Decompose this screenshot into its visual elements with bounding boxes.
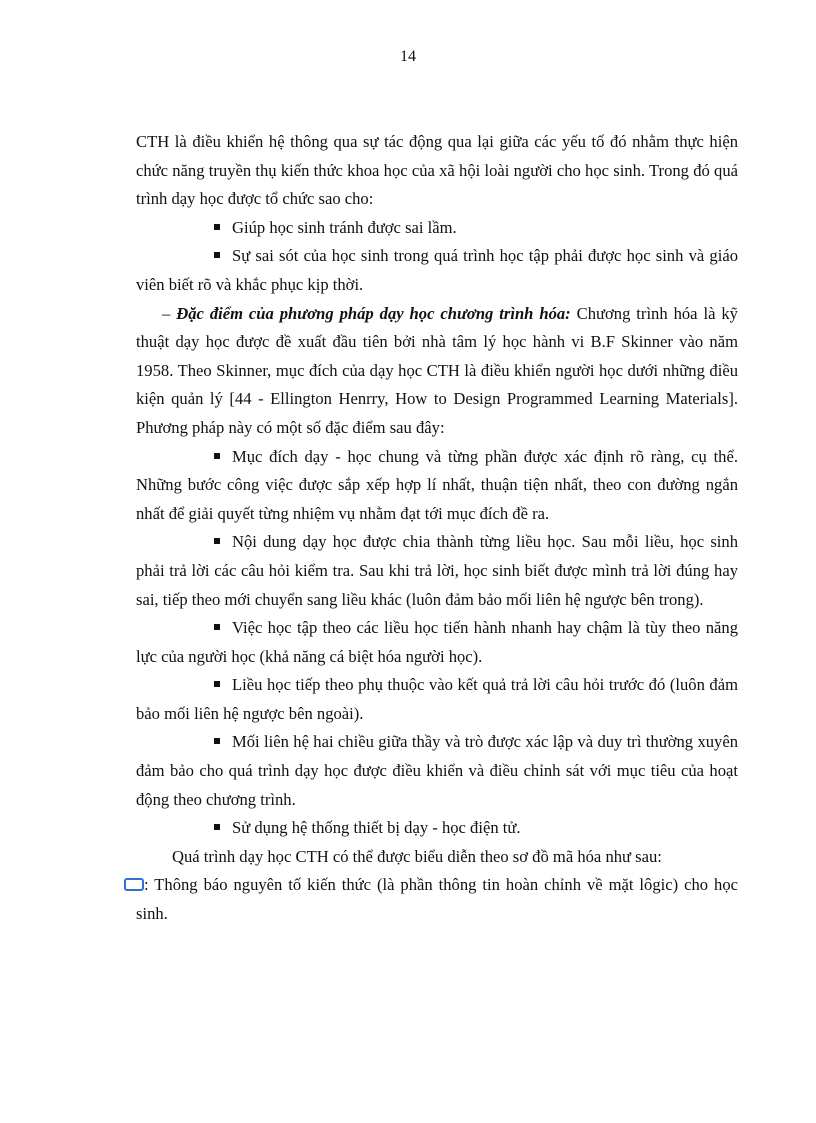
bullet-item (136, 214, 738, 243)
square-bullet-icon (214, 681, 220, 687)
document-body (136, 128, 738, 929)
square-bullet-icon (214, 224, 220, 230)
square-bullet-icon (214, 453, 220, 459)
bullet-text: Giúp học sinh tránh được sai lầm. (232, 217, 457, 237)
square-bullet-icon (214, 824, 220, 830)
square-bullet-icon (214, 624, 220, 630)
bullet-item (136, 728, 738, 814)
bullet-item (136, 242, 738, 299)
bullet-text: Mục đích dạy - học chung và từng phần được xác định rõ ràng, cụ thể. Những bước công việc được sắp xếp hợp lí nhất, thuận tiện nhất, theo con đường ngắn nhất để giải quyết từng nhiệm vụ nhằm đạt tới mục đích đề ra. (136, 446, 738, 523)
bullet-text: Mối liên hệ hai chiều giữa thầy và trò được xác lập và duy trì thường xuyên đảm bảo cho quá trình dạy học được điều khiển và điều chỉnh sát với mục tiêu của hoạt động theo chương trình. (136, 732, 738, 809)
bullet-text: Sự sai sót của học sinh trong quá trình học tập phải được học sinh và giáo viên biết rõ và khắc phục kịp thời. (136, 246, 738, 294)
square-bullet-icon (214, 538, 220, 544)
dash-mark: – (162, 303, 171, 323)
bullet-item (136, 614, 738, 671)
section-text: Chương trình hóa là kỹ thuật dạy học được đề xuất đầu tiên bởi nhà tâm lý học hành vi B.F Skinner vào năm 1958. Theo Skinner, mục đích của dạy học CTH là điều khiển người học dưới những điều kiện quản lý [44 - Ellington Henrry, How to Design Programmed Learning Materials]. Phương pháp này có một số đặc điểm sau đây: (136, 303, 738, 437)
legend-text: : Thông báo nguyên tố kiến thức (là phần thông tin hoàn chỉnh về mặt lôgic) cho học sinh. (136, 875, 738, 924)
bullet-item (136, 528, 738, 614)
square-bullet-icon (214, 252, 220, 258)
bullet-text: Nội dung dạy học được chia thành từng liều học. Sau mỗi liều, học sinh phải trả lời các câu hỏi kiểm tra. Sau khi trả lời, học sinh biết được mình trả lời đúng hay sai, tiếp theo mới chuyển sang liều khác (luôn đảm bảo mối liên hệ ngược bên trong). (136, 532, 738, 609)
section-heading: Đặc điểm của phương pháp dạy học chương trình hóa: (176, 303, 571, 323)
paragraph-intro: CTH là điều khiển hệ thông qua sự tác động qua lại giữa các yếu tố đó nhằm thực hiện chức năng truyền thụ kiến thức khoa học của xã hội loài người cho học sinh. Trong đó quá trình dạy học được tổ chức sao cho: (136, 132, 738, 209)
rounded-rectangle-icon (124, 878, 144, 891)
bullet-item (136, 814, 738, 843)
bullet-item (136, 671, 738, 728)
square-bullet-icon (214, 738, 220, 744)
page-number: 14 (400, 48, 416, 65)
diagram-intro: Quá trình dạy học CTH có thể được biểu diễn theo sơ đồ mã hóa như sau: (172, 846, 662, 866)
legend-line (136, 871, 738, 928)
section-paragraph (136, 300, 738, 443)
bullet-item (136, 443, 738, 529)
bullet-text: Sử dụng hệ thống thiết bị dạy - học điện tử. (232, 818, 521, 838)
bullet-text: Liều học tiếp theo phụ thuộc vào kết quả trả lời câu hỏi trước đó (luôn đảm bảo mối liên hệ ngược bên ngoài). (136, 675, 738, 723)
bullet-text: Việc học tập theo các liều học tiến hành nhanh hay chậm là tùy theo năng lực của người học (khả năng cá biệt hóa người học). (136, 618, 738, 666)
